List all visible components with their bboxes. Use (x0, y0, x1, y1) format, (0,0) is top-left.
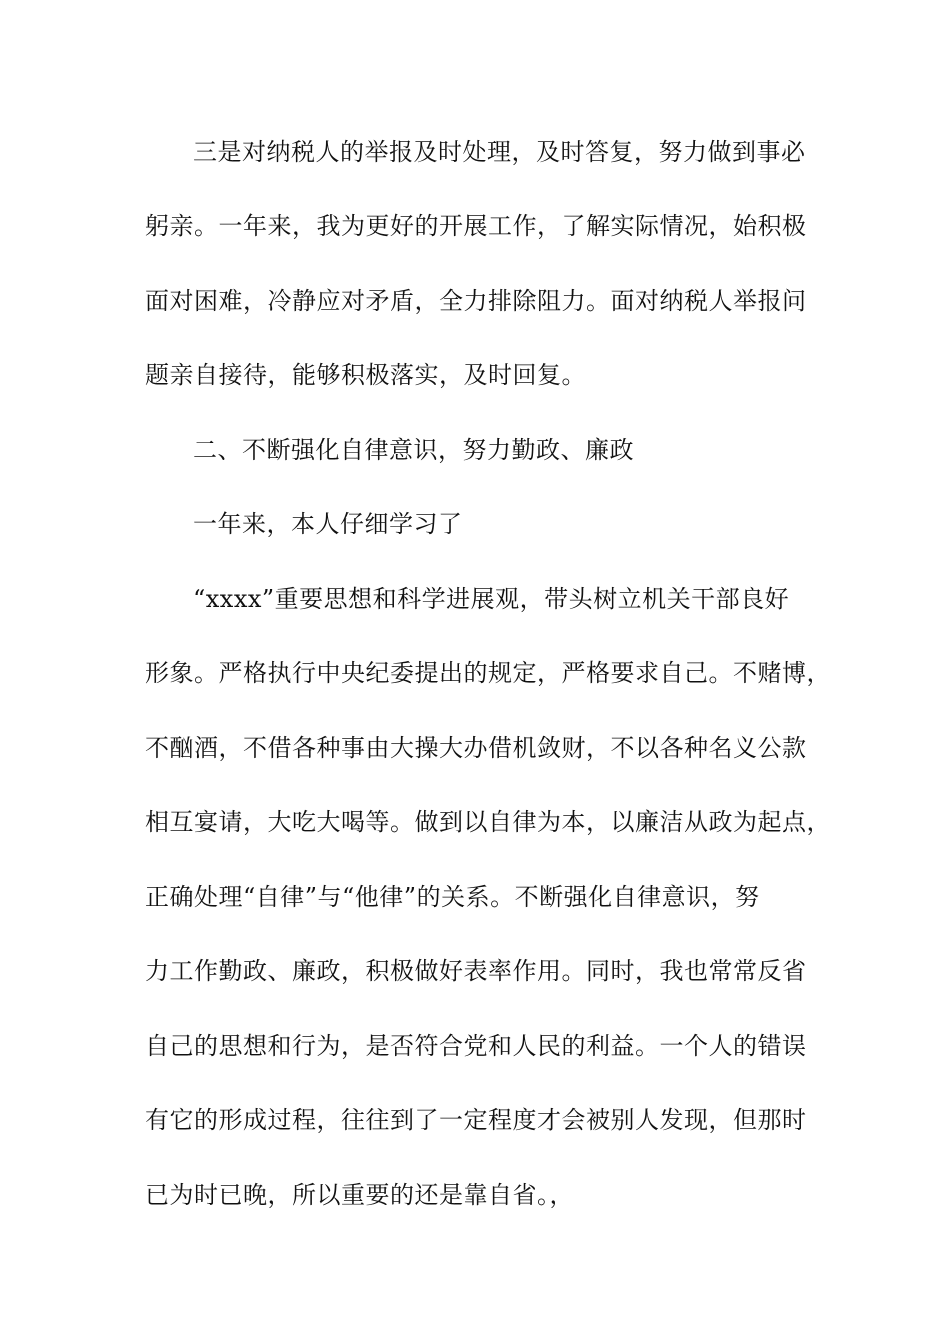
paragraph-line: “xxxx”重要思想和科学进展观，带头树立机关干部良好 (193, 585, 790, 613)
paragraph-line: 不酗酒，不借各种事由大操大办借机敛财，不以各种名义公款 (145, 734, 807, 762)
paragraph-line: 题亲自接待，能够积极落实，及时回复。 (145, 361, 586, 389)
paragraph-line: 躬亲。一年来，我为更好的开展工作，了解实际情况，始积极 (145, 212, 807, 240)
paragraph-line: 相互宴请，大吃大喝等。做到以自律为本，以廉洁从政为起点， (145, 808, 831, 836)
paragraph-line: 三是对纳税人的举报及时处理，及时答复，努力做到事必 (193, 138, 806, 166)
section-heading: 二、不断强化自律意识，努力勤政、廉政 (193, 436, 634, 464)
paragraph-line: 自己的思想和行为，是否符合党和人民的利益。一个人的错误 (145, 1032, 807, 1060)
paragraph-line: 有它的形成过程，往往到了一定程度才会被别人发现，但那时 (145, 1106, 807, 1134)
paragraph-line: 力工作勤政、廉政，积极做好表率作用。同时，我也常常反省 (145, 957, 807, 985)
paragraph-line: 形象。严格执行中央纪委提出的规定，严格要求自己。不赌博， (145, 659, 831, 687)
paragraph-line: 正确处理“自律”与“他律”的关系。不断强化自律意识，努 (145, 883, 760, 911)
paragraph-line: 一年来，本人仔细学习了 (193, 510, 463, 538)
paragraph-line: 面对困难，冷静应对矛盾，全力排除阻力。面对纳税人举报问 (145, 287, 807, 315)
paragraph-line: 已为时已晚，所以重要的还是靠自省。， (145, 1181, 574, 1209)
